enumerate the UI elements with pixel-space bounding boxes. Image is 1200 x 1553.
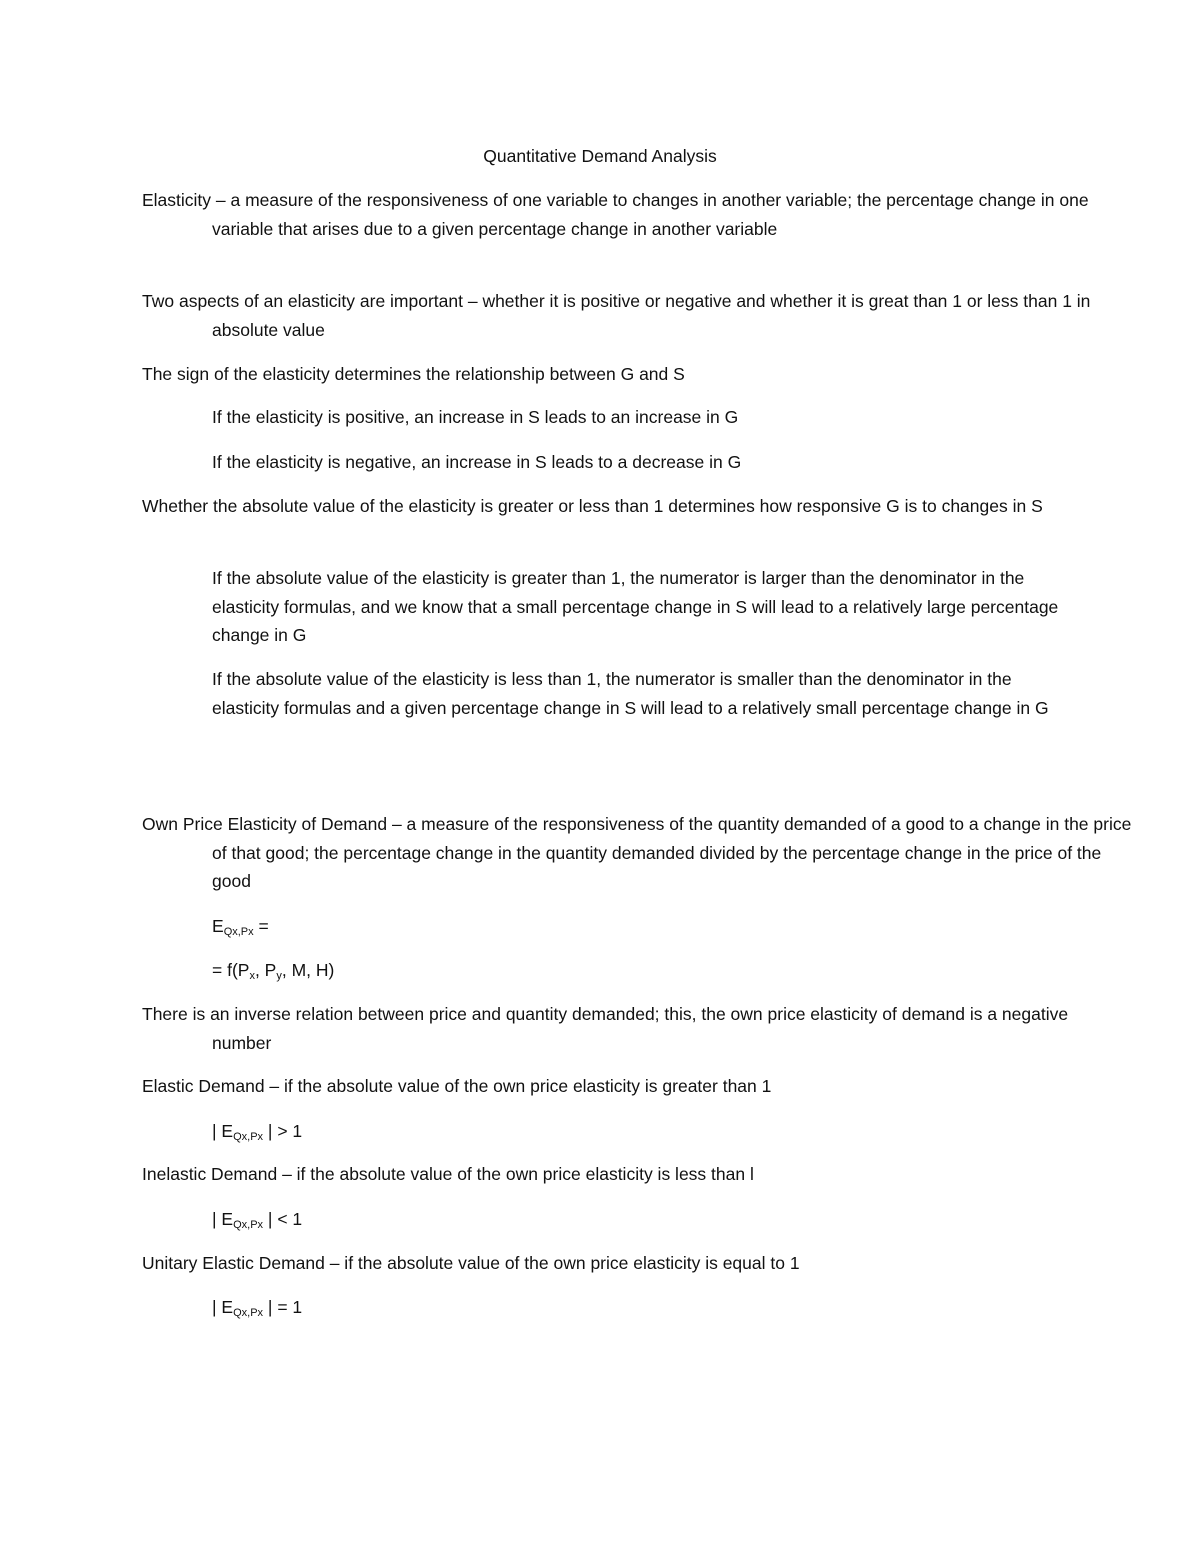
unitary-subscript: Qx,Px bbox=[233, 1307, 264, 1319]
unitary-open: | E bbox=[212, 1297, 234, 1317]
two-aspects-paragraph: Two aspects of an elasticity are important – whether it is positive or negative and whether it is great than 1 or less than 1 in absolute value bbox=[142, 291, 1091, 340]
function-suffix: , M, H) bbox=[281, 960, 335, 980]
elastic-open: | E bbox=[212, 1121, 234, 1141]
elastic-subscript: Qx,Px bbox=[233, 1131, 264, 1143]
demand-function-formula bbox=[212, 956, 334, 985]
formula-e-subscript: Qx,Px bbox=[223, 926, 254, 938]
page-title: Quantitative Demand Analysis bbox=[483, 146, 717, 166]
elastic-demand-formula bbox=[212, 1117, 302, 1146]
unitary-demand-formula bbox=[212, 1293, 302, 1322]
abs-greater-paragraph: If the absolute value of the elasticity is greater than 1, the numerator is larger than the denominator in the elasticity formulas, and we know that a small percentage change in S will lead to a relatively large percentage change in G bbox=[212, 568, 1059, 645]
formula-e-symbol: E bbox=[212, 916, 224, 936]
own-price-elasticity-definition: Own Price Elasticity of Demand – a measure of the responsiveness of the quantity demanded of a good to a change in the price of that good; the percentage change in the quantity demanded divided by the percentage change in the price of the good bbox=[142, 814, 1132, 891]
inelastic-close: | < 1 bbox=[263, 1209, 303, 1229]
sign-positive-paragraph: If the elasticity is positive, an increase in S leads to an increase in G bbox=[212, 407, 739, 427]
inelastic-open: | E bbox=[212, 1209, 234, 1229]
sign-negative-paragraph: If the elasticity is negative, an increase in S leads to a decrease in G bbox=[212, 452, 742, 472]
elastic-demand-definition: Elastic Demand – if the absolute value of the own price elasticity is greater than 1 bbox=[142, 1076, 772, 1096]
abs-less-paragraph: If the absolute value of the elasticity is less than 1, the numerator is smaller than the denominator in the elasticity formulas and a given percentage change in S will lead to a relatively small percentage change in G bbox=[212, 669, 1049, 718]
unitary-close: | = 1 bbox=[263, 1297, 303, 1317]
formula-equals: = bbox=[253, 916, 269, 936]
function-prefix: = f(P bbox=[212, 960, 250, 980]
abs-intro-paragraph: Whether the absolute value of the elasticity is greater or less than 1 determines how responsive G is to changes in S bbox=[142, 496, 1043, 516]
sign-intro-paragraph: The sign of the elasticity determines the relationship between G and S bbox=[142, 364, 685, 384]
inelastic-demand-formula bbox=[212, 1205, 302, 1234]
function-subscript-x: x bbox=[249, 970, 255, 982]
elasticity-formula bbox=[212, 912, 269, 941]
inelastic-demand-definition: Inelastic Demand – if the absolute value of the own price elasticity is less than l bbox=[142, 1164, 754, 1184]
function-subscript-y: y bbox=[276, 970, 282, 982]
elastic-close: | > 1 bbox=[263, 1121, 303, 1141]
function-mid: , P bbox=[254, 960, 277, 980]
inverse-relation-paragraph: There is an inverse relation between price and quantity demanded; this, the own price elasticity of demand is a negative number bbox=[142, 1004, 1069, 1053]
elasticity-definition: Elasticity – a measure of the responsiveness of one variable to changes in another variable; the percentage change in one variable that arises due to a given percentage change in another variable bbox=[142, 190, 1089, 239]
inelastic-subscript: Qx,Px bbox=[233, 1219, 264, 1231]
unitary-demand-definition: Unitary Elastic Demand – if the absolute value of the own price elasticity is equal to 1 bbox=[142, 1253, 800, 1273]
